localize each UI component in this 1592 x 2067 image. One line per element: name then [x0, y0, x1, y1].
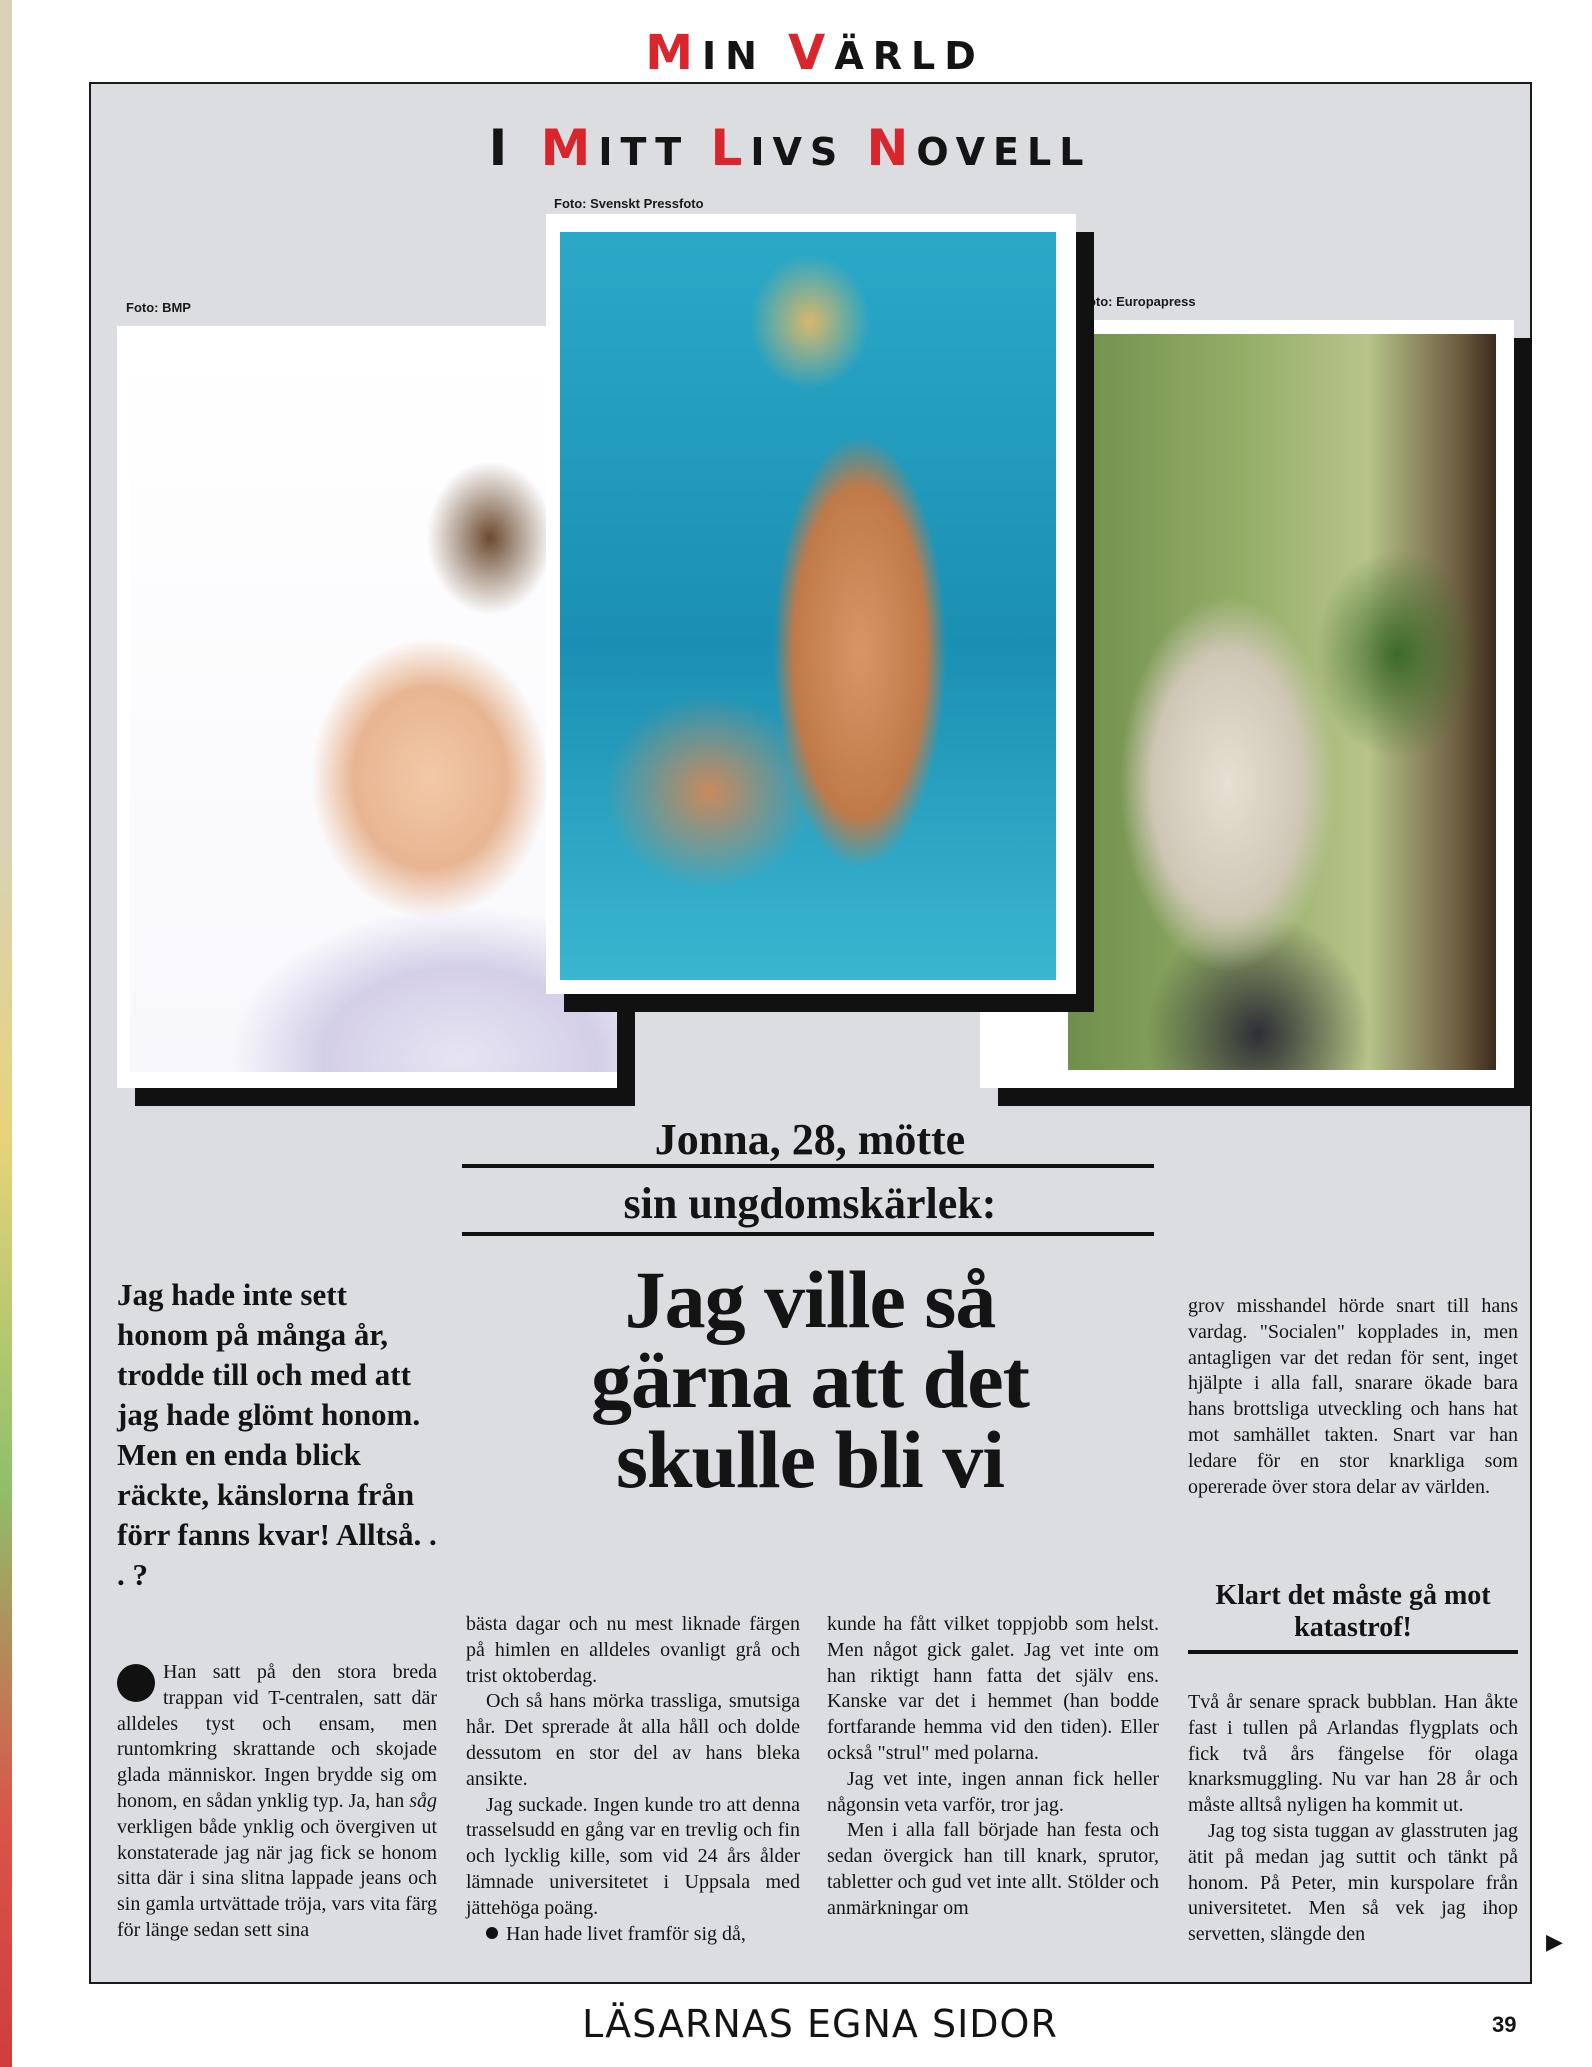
subheading-rule: [1188, 1650, 1518, 1654]
photo-couple-in-water: [560, 232, 1056, 980]
photo-couple-garden: [1068, 334, 1496, 1070]
body-column-2: [466, 1612, 800, 1947]
continue-arrow-icon: ▶: [1546, 1930, 1563, 1955]
bullet-icon: [486, 1927, 498, 1939]
headline-line: Jag ville så: [624, 1254, 996, 1345]
paragraph: Och så hans mörka trassliga, smutsiga hår. Det sprerade åt alla håll och dolde dessutom en stor del av hans bleka ansikte.: [466, 1690, 800, 1790]
section-subtitle-mitt-livs-novell: [460, 118, 1120, 182]
section-title-min-varld: [630, 24, 1000, 85]
photo-credit-center: Foto: Svenskt Pressfoto: [554, 196, 704, 211]
paragraph: grov misshandel hörde snart till hans vardag. "Socialen" kopplades in, men antagligen var det redan för sent, inget hjälpte i alla fall, snarare ökade bara hans brottsliga utveckling och hans hat mot samhället takten. Snart var han ledare för en stor knarkliga som opererade över stora delar av världen.: [1188, 1295, 1518, 1498]
body-column-4-top: [1188, 1294, 1518, 1500]
paragraph: Två år senare sprack bubblan. Han åkte fast i tullen på Arlandas flygplats och fick två års fängelse för olaga knarksmuggling. Nu var han 28 år och måste alltså nyligen ha kommit ut.: [1188, 1691, 1518, 1817]
subheading: Klart det måste gå mot katastrof!: [1215, 1580, 1491, 1643]
title-letters: ÄRLD: [834, 34, 985, 78]
paragraph: Han satt på den stora breda trappan vid T-centralen, satt där alldeles tyst och ensam, men runtomkring skrattande och skojade glada människor. Ingen brydde sig om honom, en sådan ynklig typ. Ja, han såg verkligen både ynklig och övergiven ut konstaterade jag när jag fick se honom sitta där i sina slitna lappade jeans och sin gamla urtvättade tröja, vars vita färg för länge sedan sett sina: [117, 1661, 437, 1941]
headline-line: gärna att det: [591, 1334, 1029, 1425]
subtitle-letters: N: [866, 119, 917, 177]
footer-section-name: LÄSARNAS EGNA SIDOR: [582, 2002, 1058, 2046]
paragraph: kunde ha fått vilket toppjobb som helst. Men något gick galet. Jag vet inte om han riktigt hann fatta det själv ens. Kanske var det i hemmet (han bodde fortfarande hemma vid den tiden). Eller också "strul" med polarna.: [827, 1613, 1159, 1764]
subtitle-letters: OVELL: [916, 130, 1092, 174]
subtitle-letters: ITT: [598, 130, 711, 174]
subtitle-letters: L: [710, 119, 751, 177]
drop-bullet-icon: [117, 1664, 155, 1702]
body-column-4-bottom: [1188, 1690, 1518, 1948]
paragraph: Jag suckade. Ingen kunde tro att denna trasselsudd en gång var en trevlig och fin och lycklig kille, som vid 24 års ålder lämnade universitetet i Uppsala med jättehöga poäng.: [466, 1793, 800, 1919]
paragraph: bästa dagar och nu mest liknade färgen på himlen en alldeles ovanligt grå och trist oktoberdag.: [466, 1613, 800, 1687]
paragraph: Jag tog sista tuggan av glasstruten jag ätit på medan jag suttit och tänkt på honom. På Peter, min kurspolare från universitetet. Men så vek jag ihop servetten, slängde den: [1188, 1819, 1518, 1946]
headline: [470, 1254, 1150, 1505]
subtitle-letters: IVS: [750, 130, 867, 174]
subtitle-letters: M: [540, 119, 599, 177]
kicker-rule-bottom: [462, 1232, 1154, 1236]
title-letters: IN: [702, 34, 789, 78]
page-edge-color-strip: [0, 0, 12, 2067]
title-letters: V: [788, 25, 835, 81]
subtitle-letters: I: [488, 119, 541, 177]
photo-credit-right: Foto: Europapress: [1080, 294, 1196, 309]
lede-intro: Jag hade inte sett honom på många år, trodde till och med att jag hade glömt honom. Men en enda blick räckte, känslorna från förr fanns kvar! Alltså. . . ?: [117, 1277, 437, 1592]
kicker-line-1: Jonna, 28, mötte: [654, 1115, 966, 1164]
body-column-3: [827, 1612, 1159, 1922]
title-letters: M: [645, 25, 702, 81]
photo-girl-portrait: [130, 338, 617, 1072]
paragraph: Jag vet inte, ingen annan fick heller någonsin veta varför, tror jag.: [827, 1767, 1159, 1816]
body-column-1: [117, 1660, 437, 1944]
kicker-line-2: sin ungdomskärlek:: [623, 1179, 997, 1228]
page-number: 39: [1492, 2012, 1517, 2037]
photo-credit-left: Foto: BMP: [126, 300, 191, 315]
paragraph: Han hade livet framför sig då,: [466, 1922, 800, 1948]
headline-line: skulle bli vi: [615, 1414, 1005, 1505]
paragraph: Men i alla fall började han festa och sedan övergick han till knark, sprutor, tabletter och gud vet inte allt. Stölder och anmärkningar om: [827, 1819, 1159, 1919]
